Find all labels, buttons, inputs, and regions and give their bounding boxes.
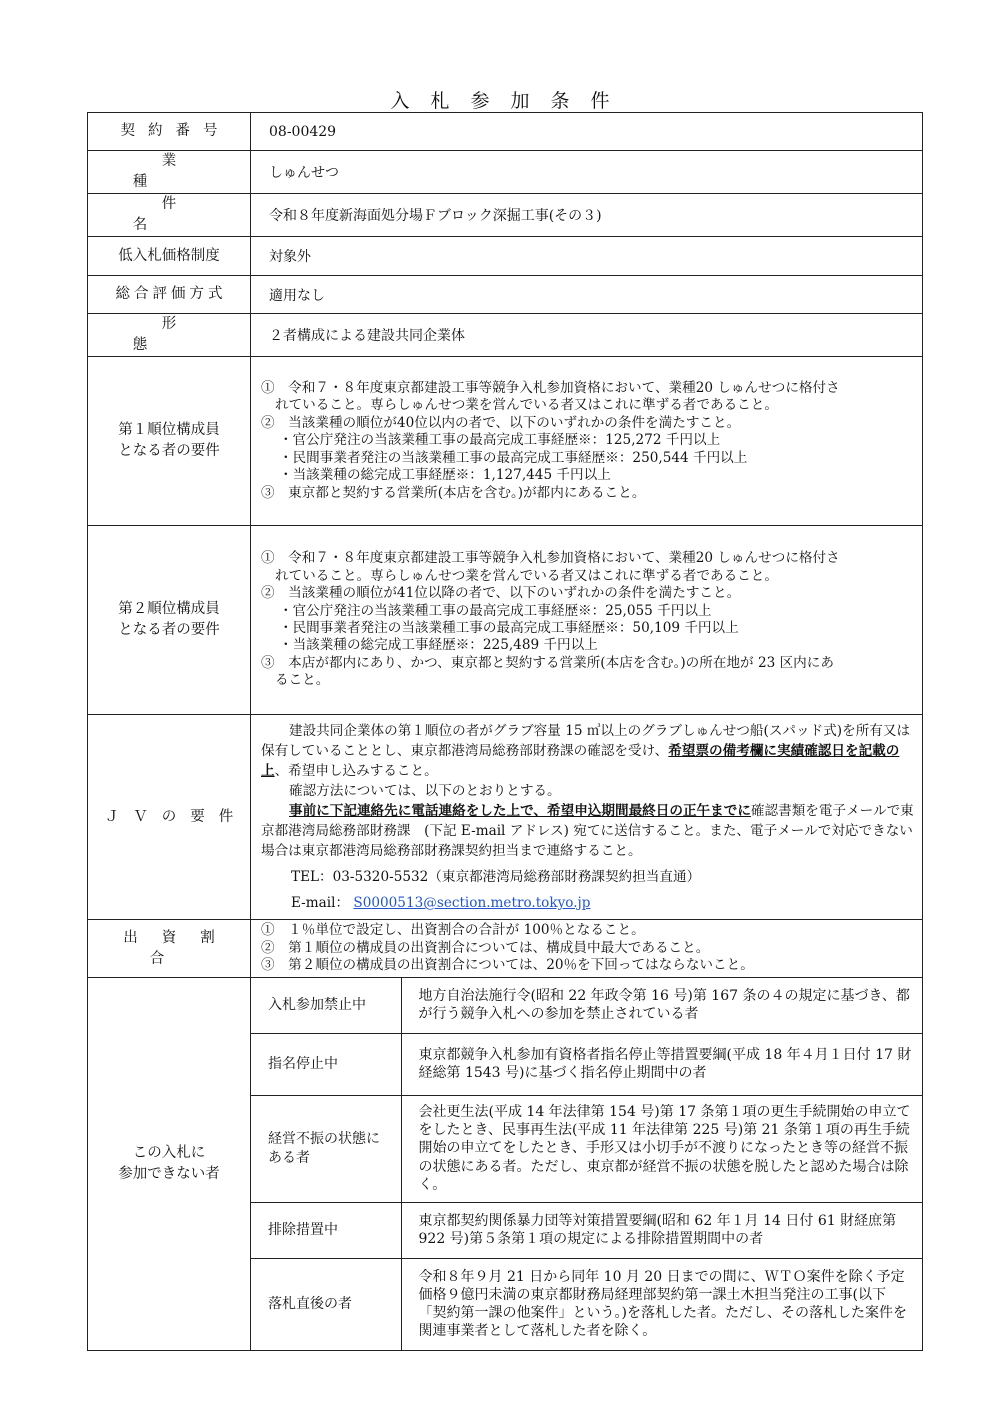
- excluded-label-line2: 参加できない者: [118, 1166, 220, 1182]
- first-member-sub2: ・民間事業者発注の当該業種工事の最高完成工事経歴※：250,544 千円以上: [279, 449, 748, 466]
- row-subject: [88, 194, 923, 237]
- jv-para3: [261, 801, 914, 861]
- first-member-item1: ① 令和７・８年度東京都建設工事等競争入札参加資格において、業種20 しゅんせつに格付さ: [261, 380, 840, 397]
- excluded-row: [251, 1258, 922, 1350]
- first-member-item2: ② 当該業種の順位が40位以内の者で、以下のいずれかの条件を満たすこと。: [261, 414, 741, 431]
- excluded-item-text: 地方自治法施行令(昭和 22 年政令第 16 号)第 167 条の４の規定に基づき、都が行う競争入札への参加を禁止されている者: [401, 978, 922, 1033]
- low-bid-label: 低入札価格制度: [88, 237, 251, 276]
- jv-tel: TEL：03-5320-5532（東京都港湾局総務部財務課契約担当直通）: [291, 869, 701, 885]
- second-member-item1: ① 令和７・８年度東京都建設工事等競争入札参加資格において、業種20 しゅんせつに格付さ: [261, 550, 840, 567]
- second-member-item3-cont: ること。: [275, 672, 330, 689]
- industry-value: しゅんせつ: [251, 151, 923, 194]
- excluded-label: [88, 978, 251, 1351]
- contract-no-value: 08-00429: [251, 113, 923, 151]
- excluded-row: [251, 1033, 922, 1095]
- capital-item1: ① １％単位で設定し、出資割合の合計が 100％となること。: [261, 922, 645, 939]
- row-eval: [88, 276, 923, 314]
- first-member-label-line1: 第１順位構成員: [118, 422, 220, 438]
- jv-para1-emphasis: 希望票の備考欄に実績確認日を記載の上: [261, 743, 900, 779]
- excluded-cell: [251, 978, 923, 1351]
- row-low-bid: [88, 237, 923, 276]
- row-industry: [88, 151, 923, 194]
- subject-label: 件名: [88, 194, 251, 237]
- low-bid-value: 対象外: [251, 237, 923, 276]
- second-member-item3: ③ 本店が都内にあり、かつ、東京都と契約する営業所(本店を含む。)の所在地が 23 区内にあ: [261, 654, 834, 671]
- first-member-conditions: [251, 357, 923, 526]
- row-capital: [88, 920, 923, 978]
- form-value: ２者構成による建設共同企業体: [251, 314, 923, 357]
- jv-conditions: [251, 715, 923, 920]
- first-member-sub1: ・官公庁発注の当該業種工事の最高完成工事経歴※：125,272 千円以上: [279, 432, 721, 449]
- page-title: 入札参加条件: [390, 90, 631, 112]
- jv-para1: [261, 721, 914, 781]
- row-jv: [88, 715, 923, 920]
- excluded-label-line1: この入札に: [132, 1145, 206, 1161]
- conditions-table: [87, 112, 923, 1351]
- row-form: [88, 314, 923, 357]
- second-member-sub3: ・当該業種の総完成工事経歴※：225,489 千円以上: [279, 637, 598, 654]
- capital-label: 出資割合: [88, 920, 251, 978]
- subject-value: 令和８年度新海面処分場Ｆブロック深掘工事(その３): [251, 194, 923, 237]
- second-member-label: [88, 526, 251, 715]
- second-member-sub2: ・民間事業者発注の当該業種工事の最高完成工事経歴※：50,109 千円以上: [279, 620, 739, 636]
- row-contract-no: [88, 113, 923, 151]
- first-member-label: [88, 357, 251, 526]
- first-member-label-line2: となる者の要件: [118, 443, 220, 459]
- eval-value: 適用なし: [251, 276, 923, 314]
- second-member-label-line1: 第２順位構成員: [118, 601, 220, 617]
- excluded-item-label: 落札直後の者: [251, 1258, 401, 1350]
- excluded-row: [251, 1202, 922, 1258]
- first-member-sub3: ・当該業種の総完成工事経歴※：1,127,445 千円以上: [279, 467, 611, 484]
- excluded-row: [251, 978, 922, 1033]
- capital-item3: ③ 第２順位の構成員の出資割合については、20％を下回ってはならないこと。: [261, 957, 754, 974]
- jv-label: ＪＶの要件: [88, 715, 251, 920]
- excluded-item-label: 排除措置中: [251, 1202, 401, 1258]
- jv-para3-text: 確認書類を電子メールで東京都港湾局総務部財務課 (下記 E-mail アドレス) 宛てに送信すること。また、電子メールで対応できない場合は東京都港湾局総務部財務課契約担当まで連絡すること。: [261, 803, 914, 859]
- excluded-item-label: 入札参加禁止中: [251, 978, 401, 1033]
- second-member-label-line2: となる者の要件: [118, 622, 220, 638]
- first-member-item1-cont: れていること。専らしゅんせつ業を営んでいる者又はこれに準ずる者であること。: [275, 397, 778, 414]
- second-member-item2: ② 当該業種の順位が41位以降の者で、以下のいずれかの条件を満たすこと。: [261, 585, 741, 602]
- second-member-sub1: ・官公庁発注の当該業種工事の最高完成工事経歴※：25,055 千円以上: [279, 602, 712, 619]
- excluded-item-text: 令和８年９月 21 日から同年 10 月 20 日までの間に、ＷＴＯ案件を除く予定価格９億円未満の東京都財務局経理部契約第一課土木担当発注の工事(以下「契約第一課の他案件」という。)を落札した者。ただし、その落札した案件を関連事業者として落札した者を除く。: [418, 1268, 907, 1340]
- jv-para3-emphasis: 事前に下記連絡先に電話連絡をした上で、希望申込期間最終日の正午までに: [289, 803, 751, 819]
- jv-email-label: E-mail：: [291, 895, 350, 911]
- excluded-row: [251, 1095, 922, 1202]
- jv-para2: 確認方法については、以下のとおりとする。: [289, 783, 561, 799]
- jv-email-line: [261, 893, 914, 913]
- contract-no-label: 契約番号: [88, 113, 251, 151]
- row-second-member: [88, 526, 923, 715]
- excluded-item-text: 東京都契約関係暴力団等対策措置要綱(昭和 62 年１月 14 日付 61 財経庶第 922 号)第５条第１項の規定による排除措置期間中の者: [401, 1202, 922, 1258]
- jv-email-link[interactable]: S0000513@section.metro.tokyo.jp: [353, 895, 591, 911]
- second-member-conditions: [251, 526, 923, 715]
- row-first-member: [88, 357, 923, 526]
- capital-conditions: [251, 920, 923, 978]
- form-label: 形態: [88, 314, 251, 357]
- excluded-item-label: 指名停止中: [251, 1033, 401, 1095]
- second-member-item1-cont: れていること。専らしゅんせつ業を営んでいる者又はこれに準ずる者であること。: [275, 567, 778, 584]
- excluded-item-text: 会社更生法(平成 14 年法律第 154 号)第 17 条第１項の更生手続開始の申立てをしたとき、民事再生法(平成 11 年法律第 225 号)第 21 条第１項の再生手続開始の申立てをしたとき、手形又は小切手が不渡りになったとき等の経営不振の状態にある者。ただし、東京都が経営不振の状態を脱したと認めた場合は除く。: [401, 1095, 922, 1202]
- excluded-table: [251, 978, 922, 1350]
- excluded-item-label: 経営不振の状態にある者: [251, 1095, 401, 1202]
- industry-label: 業種: [88, 151, 251, 194]
- excluded-item-text: 東京都競争入札参加有資格者指名停止等措置要綱(平成 18 年４月１日付 17 財経総第 1543 号)に基づく指名停止期間中の者: [401, 1033, 922, 1095]
- jv-para1-tail: 、希望申し込みすること。: [274, 763, 438, 779]
- first-member-item3: ③ 東京都と契約する営業所(本店を含む。)が都内にあること。: [261, 484, 646, 501]
- jv-para1-text: 建設共同企業体の第１順位の者がグラブ容量 15 ㎥以上のグラブしゅんせつ船(スパッド式)を所有又は保有していることとし、東京都港湾局総務部財務課の確認を受け、: [261, 723, 911, 759]
- eval-label: 総合評価方式: [88, 276, 251, 314]
- row-excluded: [88, 978, 923, 1351]
- capital-item2: ② 第１順位の構成員の出資割合については、構成員中最大であること。: [261, 939, 710, 956]
